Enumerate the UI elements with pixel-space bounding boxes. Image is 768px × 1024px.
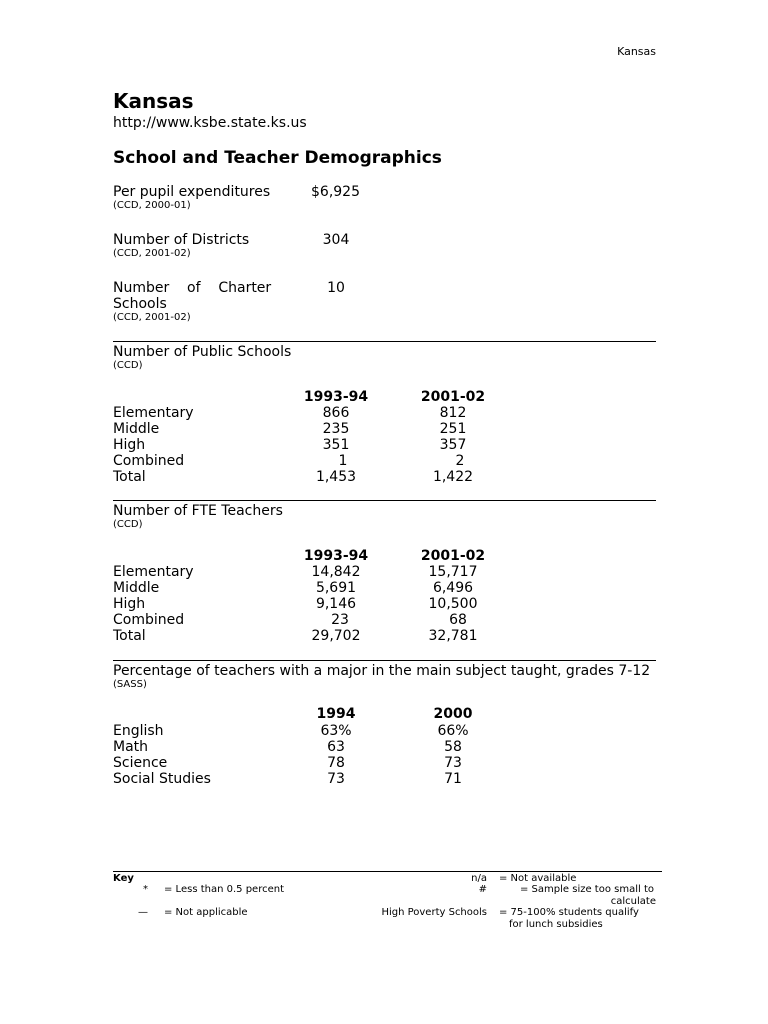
key-divider (113, 871, 662, 872)
state-title: Kansas (113, 89, 194, 113)
cell-value: 2 (455, 453, 465, 469)
column-header: 1993-94 (303, 548, 369, 564)
major-pct-source: (SASS) (113, 679, 147, 690)
column-header: 1993-94 (303, 389, 369, 405)
per-pupil-label: Per pupil expenditures (113, 184, 271, 200)
row-label: Middle (113, 421, 160, 437)
key-description: = 75-100% students qualify (499, 907, 639, 918)
column-header: 2000 (433, 706, 473, 722)
cell-value: 71 (444, 771, 462, 787)
column-header: 1994 (316, 706, 356, 722)
row-label: Combined (113, 612, 185, 628)
cell-value: 235 (322, 421, 350, 437)
row-label: Social Studies (113, 771, 211, 787)
cell-value: 251 (439, 421, 467, 437)
cell-value: 812 (439, 405, 467, 421)
cell-value: 15,717 (428, 564, 478, 580)
key-symbol: High Poverty Schools (381, 907, 487, 918)
key-symbol: * (143, 884, 148, 895)
state-url[interactable]: http://www.ksbe.state.ks.us (113, 115, 307, 131)
key-description: = Not applicable (164, 907, 248, 918)
divider (113, 660, 656, 661)
cell-value: 32,781 (428, 628, 478, 644)
cell-value: 351 (322, 437, 350, 453)
districts-value: 304 (322, 232, 350, 248)
charter-label-line1: Number of Charter (113, 280, 272, 296)
key-description-cont: for lunch subsidies (509, 919, 603, 930)
cell-value: 9,146 (315, 596, 357, 612)
cell-value: 68 (449, 612, 467, 628)
cell-value: 6,496 (432, 580, 474, 596)
row-label: Elementary (113, 405, 194, 421)
charter-value: 10 (327, 280, 345, 296)
cell-value: 866 (322, 405, 350, 421)
row-label: English (113, 723, 164, 739)
row-label: High (113, 437, 146, 453)
row-label: Math (113, 739, 149, 755)
cell-value: 66% (437, 723, 469, 739)
row-label: Total (113, 469, 146, 485)
key-description-cont: calculate (610, 896, 656, 907)
cell-value: 1,453 (315, 469, 357, 485)
key-description: = Less than 0.5 percent (164, 884, 284, 895)
cell-value: 23 (331, 612, 349, 628)
public-schools-source: (CCD) (113, 360, 143, 371)
cell-value: 58 (444, 739, 462, 755)
charter-source: (CCD, 2001-02) (113, 312, 191, 323)
column-header: 2001-02 (420, 548, 486, 564)
row-label: Science (113, 755, 168, 771)
row-label: Total (113, 628, 146, 644)
divider (113, 500, 656, 501)
key-symbol: # (478, 884, 487, 895)
key-description: = Sample size too small to (520, 884, 654, 895)
cell-value: 78 (327, 755, 345, 771)
districts-label: Number of Districts (113, 232, 250, 248)
cell-value: 14,842 (311, 564, 361, 580)
key-symbol: n/a (471, 873, 487, 884)
key-title: Key (113, 873, 134, 884)
row-label: Elementary (113, 564, 194, 580)
cell-value: 1,422 (432, 469, 474, 485)
row-label: Combined (113, 453, 185, 469)
running-header: Kansas (617, 45, 656, 58)
cell-value: 63 (327, 739, 345, 755)
key-symbol: — (138, 907, 148, 918)
cell-value: 29,702 (311, 628, 361, 644)
cell-value: 5,691 (315, 580, 357, 596)
cell-value: 63% (320, 723, 352, 739)
cell-value: 73 (327, 771, 345, 787)
cell-value: 357 (439, 437, 467, 453)
cell-value: 1 (338, 453, 348, 469)
cell-value: 10,500 (428, 596, 478, 612)
charter-label-line2: Schools (113, 296, 167, 312)
per-pupil-value: $6,925 (311, 184, 360, 200)
column-header: 2001-02 (420, 389, 486, 405)
districts-source: (CCD, 2001-02) (113, 248, 191, 259)
divider (113, 341, 656, 342)
row-label: High (113, 596, 146, 612)
major-pct-title: Percentage of teachers with a major in the main subject taught, grades 7-12 (113, 663, 651, 679)
key-description: = Not available (499, 873, 577, 884)
cell-value: 73 (444, 755, 462, 771)
fte-teachers-title: Number of FTE Teachers (113, 503, 283, 519)
public-schools-title: Number of Public Schools (113, 344, 292, 360)
fte-teachers-source: (CCD) (113, 519, 143, 530)
section-title: School and Teacher Demographics (113, 148, 442, 168)
per-pupil-source: (CCD, 2000-01) (113, 200, 191, 211)
row-label: Middle (113, 580, 160, 596)
